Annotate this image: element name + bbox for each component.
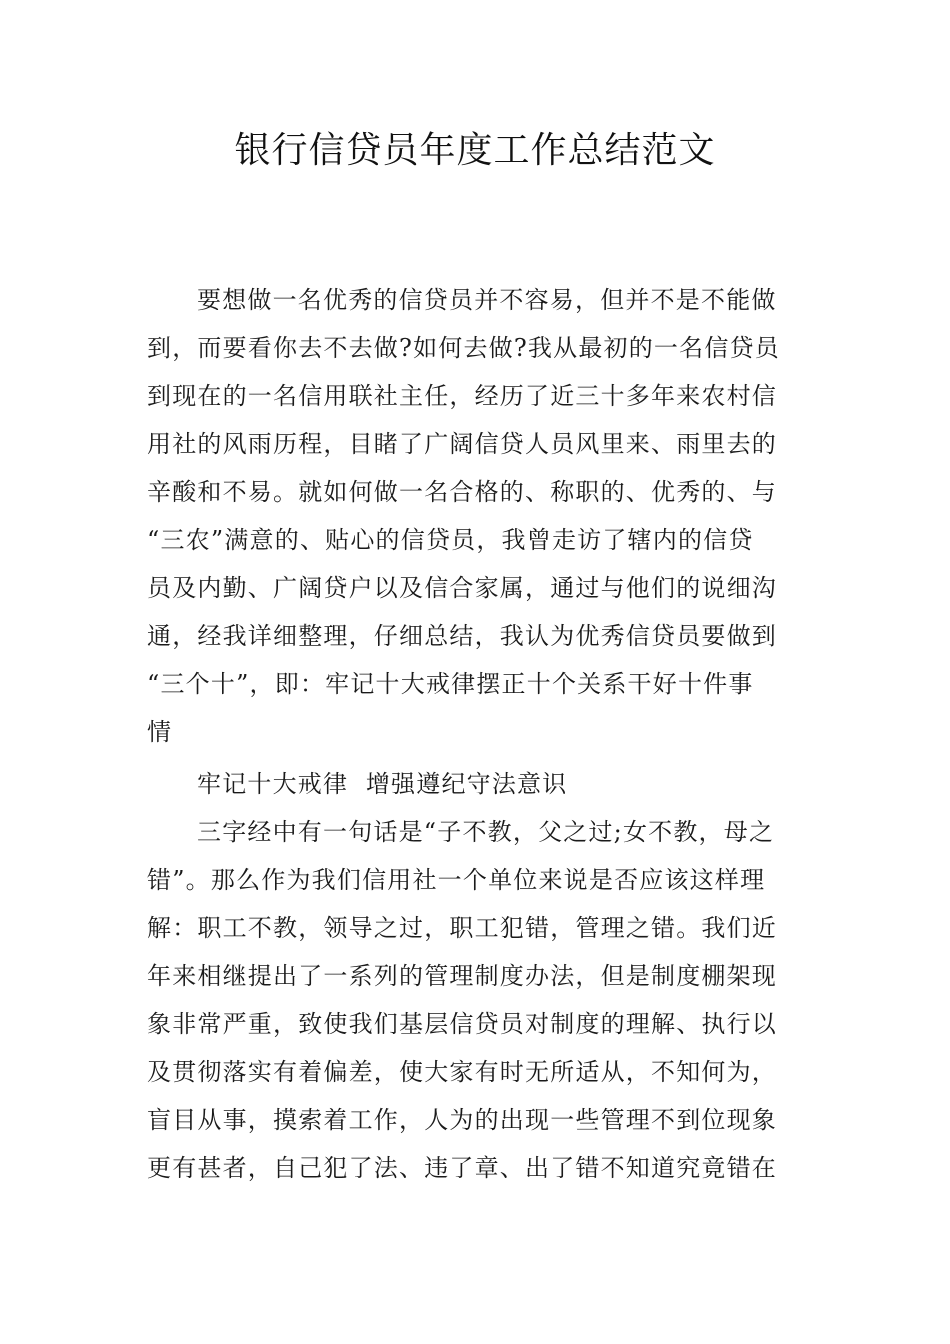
text-line: 解：职工不教，领导之过，职工犯错，管理之错。我们近 (147, 914, 777, 942)
text-line: 年来相继提出了一系列的管理制度办法，但是制度棚架现 (147, 962, 777, 990)
text-line: 象非常严重，致使我们基层信贷员对制度的理解、执行以 (147, 1010, 777, 1038)
text-line: 更有甚者，自己犯了法、违了章、出了错不知道究竟错在 (147, 1154, 777, 1182)
text-line: “三农”满意的、贴心的信贷员，我曾走访了辖内的信贷 (147, 526, 754, 554)
text-line: 员及内勤、广阔贷户以及信合家属，通过与他们的说细沟 (147, 574, 777, 602)
text-line: 通，经我详细整理，仔细总结，我认为优秀信贷员要做到 (147, 622, 777, 650)
text-line: 三字经中有一句话是“子不教，父之过;女不教，母之 (197, 818, 775, 846)
section-heading-wrapper (147, 760, 807, 808)
section-heading: 牢记十大戒律 增强遵纪守法意识 (197, 770, 568, 798)
paragraph-discipline (147, 808, 807, 1192)
document-body (147, 276, 807, 1192)
text-line: 辛酸和不易。就如何做一名合格的、称职的、优秀的、与 (147, 478, 777, 506)
text-line: 到现在的一名信用联社主任，经历了近三十多年来农村信 (147, 382, 777, 410)
document-title: 银行信贷员年度工作总结范文 (234, 130, 716, 171)
paragraph-intro (147, 276, 807, 756)
text-line: 到，而要看你去不去做?如何去做?我从最初的一名信贷员 (147, 334, 780, 362)
text-line: 错”。那么作为我们信用社一个单位来说是否应该这样理 (147, 866, 766, 894)
text-line: 要想做一名优秀的信贷员并不容易，但并不是不能做 (197, 286, 777, 314)
text-line: 及贯彻落实有着偏差，使大家有时无所适从，不知何为， (147, 1058, 777, 1086)
text-line: 情 (147, 718, 173, 746)
text-line: “三个十”，即：牢记十大戒律摆正十个关系干好十件事 (147, 670, 754, 698)
text-line: 盲目从事，摸索着工作，人为的出现一些管理不到位现象 (147, 1106, 777, 1134)
text-line: 用社的风雨历程，目睹了广阔信贷人员风里来、雨里去的 (147, 430, 777, 458)
